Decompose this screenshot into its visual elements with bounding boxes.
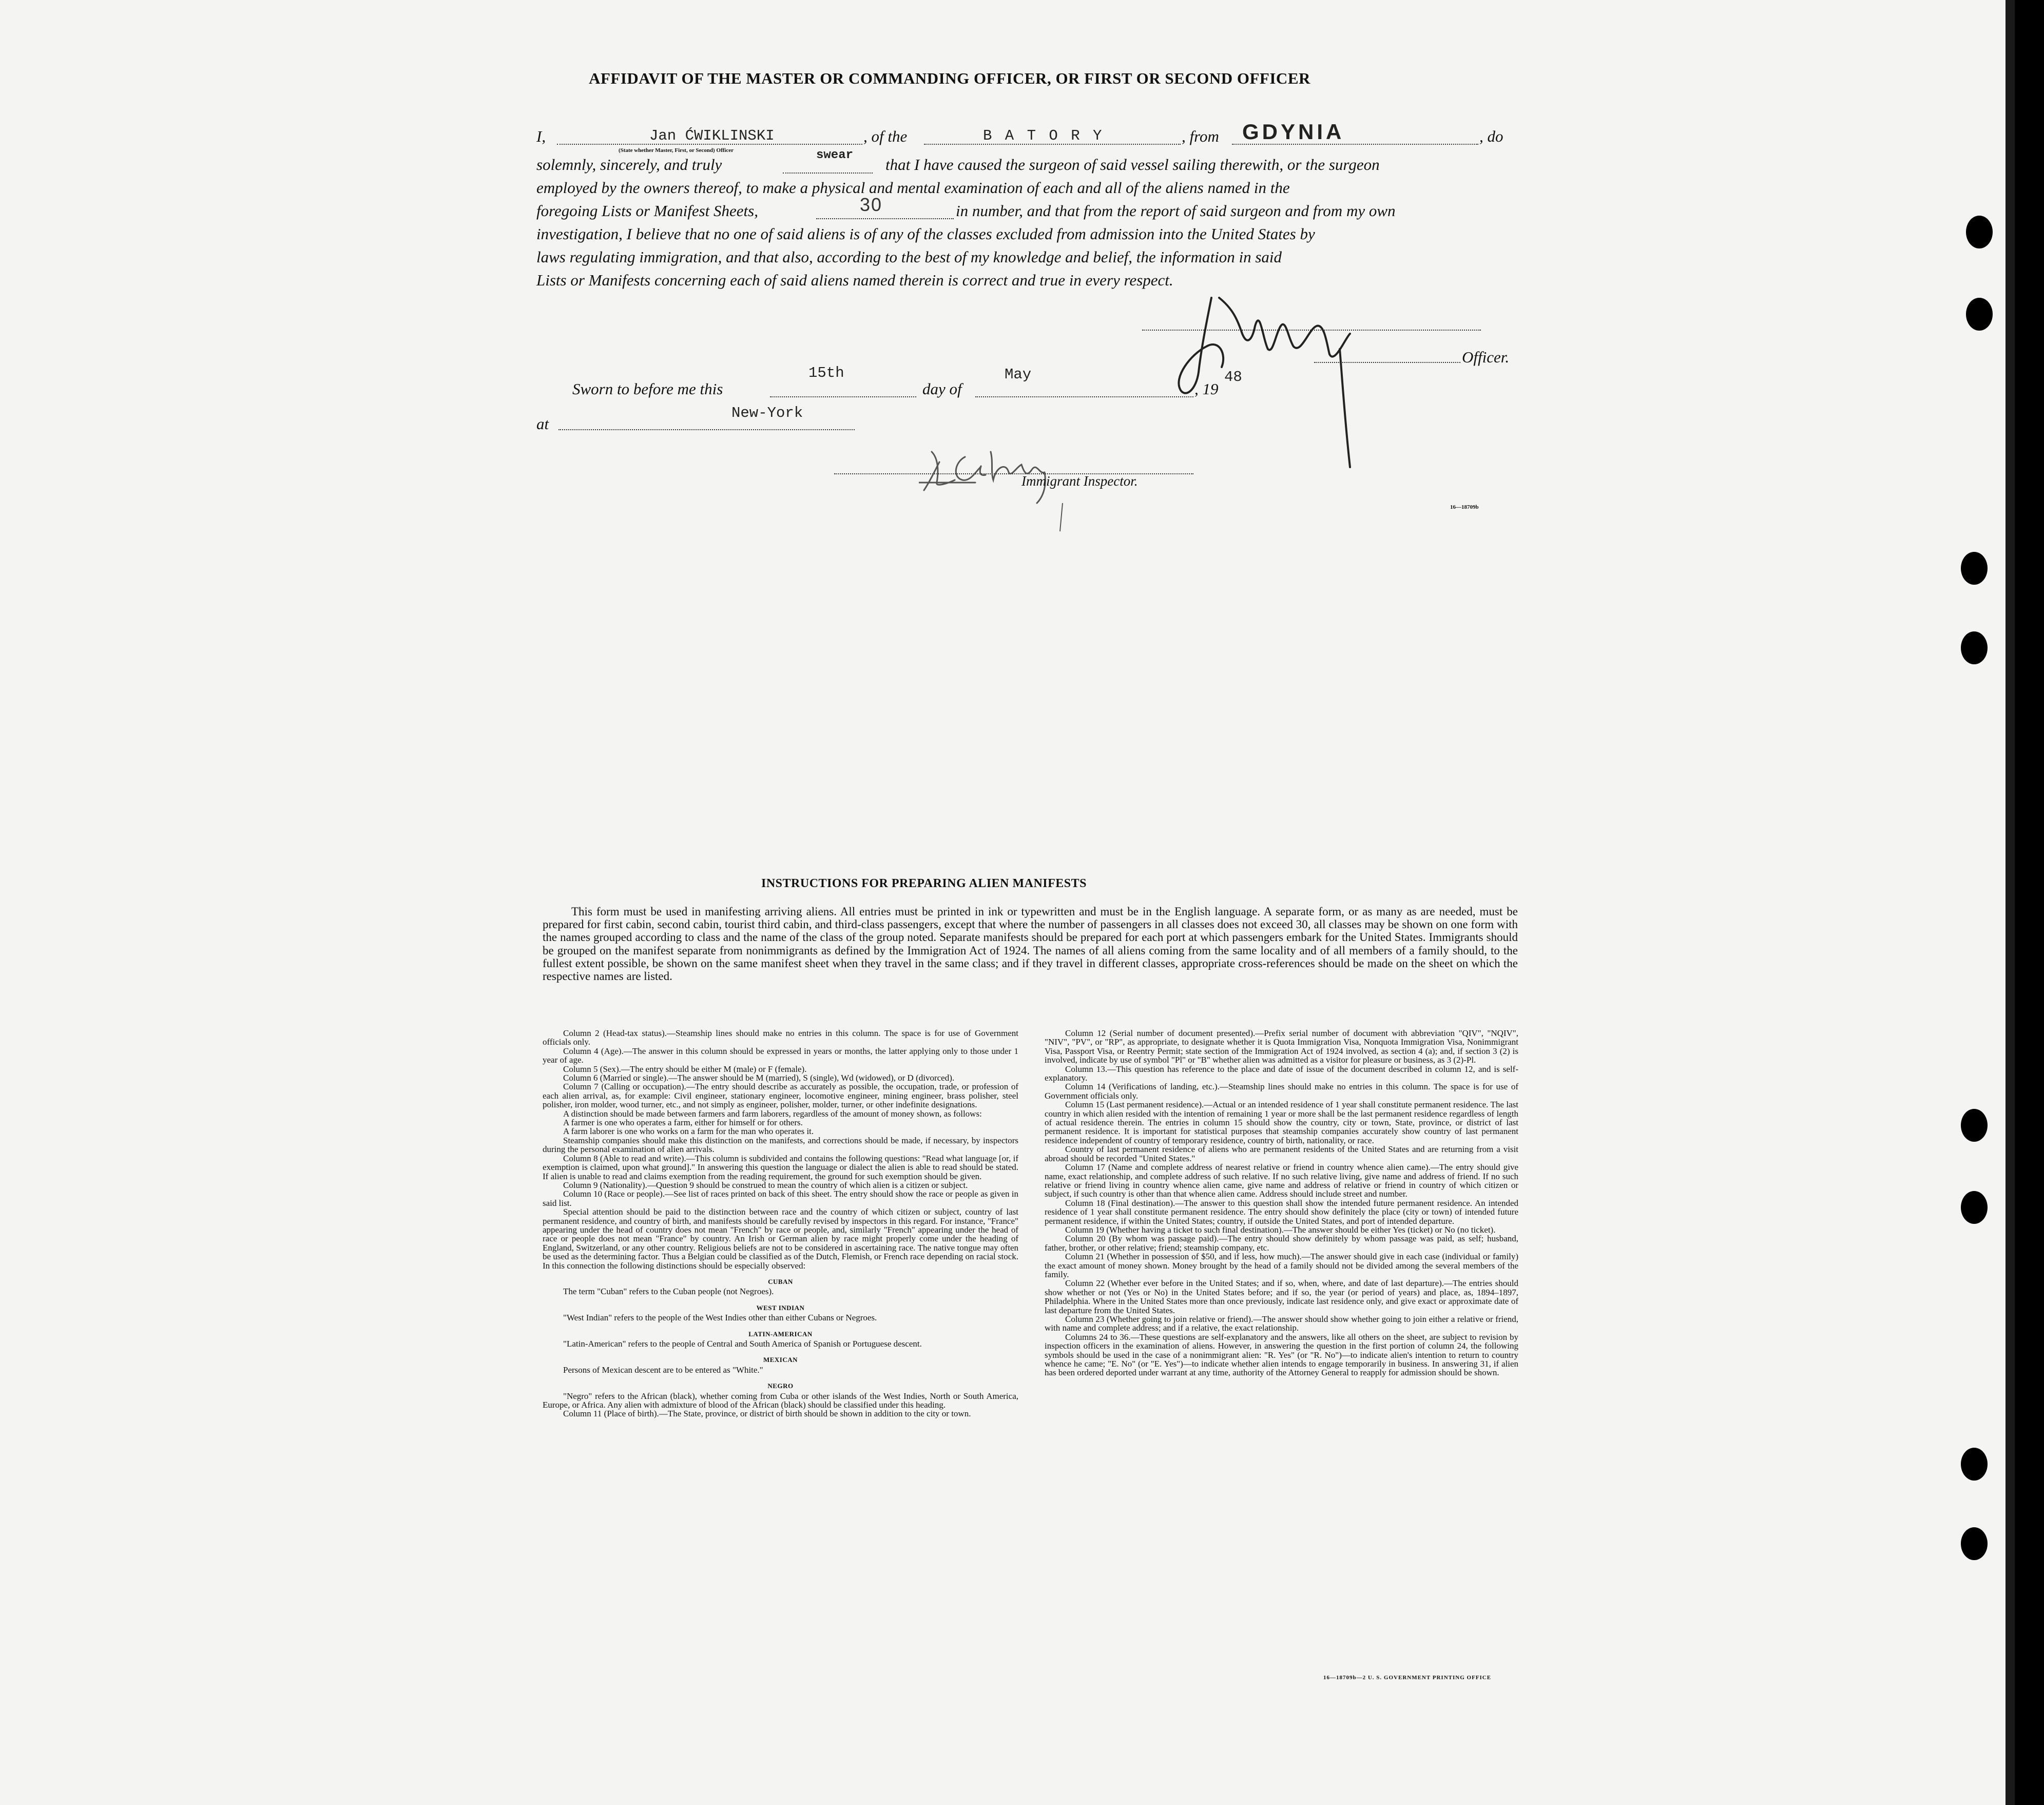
- note-negro: "Negro" refers to the African (black), whether coming from Cuba or other islands of the West Indies, North or South America, Europe, or Africa. Any alien with admixture of blood of the African (black) should be classified under this heading.: [543, 1391, 1018, 1410]
- day-line: [770, 396, 916, 397]
- swear-word: swear: [816, 148, 854, 162]
- note-mexican: Persons of Mexican descent are to be entered as "White.": [563, 1365, 763, 1375]
- at-label: at: [536, 415, 549, 433]
- officer-label: Officer.: [1462, 348, 1510, 366]
- column-note: Column 4 (Age).—The answer in this column should be expressed in years or months, the latter applying only to those under 1 year of age.: [543, 1046, 1018, 1065]
- column-note: Column 13.—This question has reference to the place and date of issue of the document described in column 12, and is self-explanatory.: [1045, 1064, 1518, 1083]
- column-note: Column 11 (Place of birth).—The State, province, or district of birth should be shown in addition to the city or town.: [563, 1409, 971, 1419]
- heading-cuban: CUBAN: [768, 1277, 793, 1285]
- aff-lists: Lists or Manifests concerning each of said aliens named therein is correct and true in every respect.: [536, 271, 1173, 289]
- note-west-indian: "West Indian" refers to the people of the West Indies other than either Cubans or Negroes.: [563, 1313, 877, 1323]
- column-note: A farm laborer is one who works on a farm for the man who operates it.: [563, 1126, 814, 1137]
- column-note: Column 18 (Final destination).—The answer to this question shall show the intended future permanent residence. An intended residence of 1 year shall constitute permanent residence. The entry should show definitely the place (city or town) of intended future permanent residence, if within the United States; country, if outside the United States, and port of intended departure.: [1045, 1198, 1518, 1226]
- aff-from: , from: [1182, 127, 1219, 145]
- sworn-month: May: [1005, 366, 1032, 383]
- affidavit-title: AFFIDAVIT OF THE MASTER OR COMMANDING OFFICER, OR FIRST OR SECOND OFFICER: [589, 69, 1310, 87]
- column-note: A farmer is one who operates a farm, either for himself or for others.: [563, 1118, 803, 1128]
- sheet-count: 30: [860, 194, 883, 215]
- port-name: GDYNIA: [1242, 120, 1345, 144]
- column-note: A distinction should be made between farmers and farm laborers, regardless of the amount of money shown, as follows:: [563, 1108, 982, 1119]
- printing-office-footer: 16—18709b—2 U. S. GOVERNMENT PRINTING OFFICE: [1323, 1675, 1492, 1681]
- aff-laws: laws regulating immigration, and that also, according to the best of my knowledge and belief, the information in said: [536, 248, 1282, 266]
- aff-foregoing: foregoing Lists or Manifest Sheets,: [536, 202, 758, 220]
- column-note: Column 22 (Whether ever before in the United States; and if so, when, where, and date of last departure).—The entries should show whether or not (Yes or No) in the United States before; and if so, the year (or period of years) and place, as, 1894–1897, Philadelphia. Where in the United States more than once previously, indicate last residence only, and give exact or approximate date of last departure from the United States.: [1045, 1278, 1518, 1315]
- aff-do: , do: [1479, 127, 1503, 145]
- heading-negro: NEGRO: [767, 1382, 794, 1390]
- officer-name: Jan ĆWIKLINSKI: [649, 127, 775, 144]
- column-note: Column 14 (Verifications of landing, etc.).—Steamship lines should make no entries in this column. The space is for use of Government officials only.: [1045, 1082, 1518, 1101]
- punch-hole: [1961, 1109, 1988, 1142]
- column-note: Column 17 (Name and complete address of nearest relative or friend in country whence alien came).—The entry should give name, exact relationship, and complete address of such relative. If no such relative living, give name and address of friend. If no such relative or friend living in country whence alien came, give name and address of relative or friend in country of which citizen or subject, if such country is other than that whence alien came. Address should include street and number.: [1045, 1162, 1518, 1199]
- column-note: Column 8 (Able to read and write).—This column is subdivided and contains the following questions: "Read what language [or, if exemption is claimed, upon what ground]." In answering this question the language or dialect the alien is able to read should be stated. If alien is unable to read and claims exemption from the reading requirement, the ground for such exemption should be given.: [543, 1153, 1018, 1181]
- heading-latin-american: LATIN-AMERICAN: [748, 1330, 813, 1338]
- punch-hole: [1966, 298, 1993, 331]
- note-latin-american: "Latin-American" refers to the people of Central and South America of Spanish or Portuguese descent.: [563, 1339, 922, 1349]
- column-note: Column 20 (By whom was passage paid).—The entry should show definitely by whom passage was paid, as self; husband, father, brother, or other relative; friend; steamship company, etc.: [1045, 1234, 1518, 1253]
- aff-of-the: , of the: [863, 127, 908, 145]
- column-note: Column 5 (Sex).—The entry should be either M (male) or F (female).: [563, 1064, 807, 1074]
- column-note: Column 10 (Race or people).—See list of races printed on back of this sheet. The entry should show the race or people as given in said list.: [543, 1189, 1018, 1208]
- punch-hole: [1961, 1191, 1988, 1224]
- form-number: 16—18709b: [1450, 504, 1479, 510]
- column-note: Column 2 (Head-tax status).—Steamship lines should make no entries in this column. The space is for use of Government officials only.: [543, 1028, 1018, 1047]
- oath-line: [783, 172, 873, 174]
- aff-in-number: in number, and that from the report of said surgeon and from my own: [956, 202, 1396, 220]
- aff-employed: employed by the owners thereof, to make a physical and mental examination of each and all of the aliens named in the: [536, 179, 1290, 197]
- heading-mexican: MEXICAN: [763, 1356, 798, 1364]
- column-note: Column 7 (Calling or occupation).—The entry should describe as accurately as possible, the occupation, trade, or profession of each alien arrival, as, for example: Civil engineer, stationary engineer, locomotive engineer, mining engineer, brass polisher, steel polisher, iron molder, wood turner, etc., and not simply as engineer, polisher, molder, turner, or other indefinite designations.: [543, 1082, 1018, 1110]
- punch-hole: [1961, 552, 1988, 585]
- month-line: [975, 396, 1193, 397]
- aff-caused: that I have caused the surgeon of said vessel sailing therewith, or the surgeon: [885, 156, 1380, 174]
- vessel-name: B A T O R Y: [983, 127, 1104, 144]
- column-note: Country of last permanent residence of aliens who are permanent residents of the United States and are returning from a visit abroad should be recorded "United States.": [1045, 1144, 1518, 1163]
- column-note: Steamship companies should make this distinction on the manifests, and corrections should be made, if necessary, by inspectors during the personal examination of alien arrivals.: [543, 1135, 1018, 1155]
- inspector-label: Immigrant Inspector.: [1021, 473, 1138, 489]
- note-cuban: The term "Cuban" refers to the Cuban people (not Negroes).: [563, 1286, 774, 1297]
- day-of-text: day of: [922, 380, 962, 398]
- column-note: Special attention should be paid to the distinction between race and the country of which citizen or subject, country of last permanent residence, and country of birth, and manifests should be carefully revised by inspectors in this regard. For instance, "France" appearing under the head of country does not mean "French" by race or people, and, similarly "French" appearing under the head of race or people does not mean "France" by country. An Irish or German alien by race might properly come under the heading of England, Switzerland, or any other country. Religious beliefs are not to be considered in ascertaining race. The native tongue may often be used as the determining factor. Thus a Belgian could be classified as of the Dutch, Flemish, or French race depending on racial stock. In this connection the following distinctions should be especially observed:: [543, 1207, 1018, 1271]
- punch-hole: [1961, 631, 1988, 664]
- column-note: Column 12 (Serial number of document presented).—Prefix serial number of document with abbreviation "QIV", "NQIV", "NIV", "PV", or "RP", as appropriate, to designate whether it is Quota Immigration Visa, Nonquota Immigration Visa, Nonimmigrant Visa, Passport Visa, or Reentry Permit; state section of the Immigration Act of 1924 involved, as section 4 (a); and, if section 3 (2) is involved, indicate by use of symbol "Pl" or "B" whether alien was admitted as a visitor for pleasure or business, as 3 (2)-Pl.: [1045, 1028, 1518, 1065]
- column-note: Column 15 (Last permanent residence).—Actual or an intended residence of 1 year shall constitute permanent residence. The last country in which alien resided with the intention of remaining 1 year or more shall be the last permanent residence regardless of length of actual residence therein. The entries in column 15 should show the country, city or town, State, province, or district of last permanent residence. It is important for statistical purposes that steamship companies accurately show country of last permanent residence independent of country of temporary residence, country of birth, nationality, or race.: [1045, 1100, 1518, 1145]
- column-note: Columns 24 to 36.—These questions are self-explanatory and the answers, like all others on the sheet, are subject to revision by inspection officers in the examination of aliens. However, in answering the question in the first portion of column 24, the following symbols should be used in the case of a nonimmigrant alien: "R. Yes" (or "R. No")—to indicate alien's intention to return to country whence he came; "E. No" (or "E. Yes")—to indicate whether alien intends to engage temporarily in business. In answering 31, if alien has been ordered deported under warrant at any time, authority of the Attorney General to reapply for admission should be shown.: [1045, 1332, 1518, 1378]
- instructions-left-column: [543, 1029, 1018, 1418]
- column-note: Column 6 (Married or single).—The answer should be M (married), S (single), Wd (widowed), or D (divorced).: [563, 1073, 955, 1083]
- aff-i: I,: [536, 127, 546, 145]
- year-prefix: , 19: [1194, 380, 1219, 398]
- officer-note: (State whether Master, First, or Second) Officer: [619, 147, 734, 153]
- aff-solemnly: solemnly, sincerely, and truly: [536, 156, 722, 174]
- officer-signature: [1170, 277, 1417, 477]
- heading-west-indian: WEST INDIAN: [756, 1303, 805, 1312]
- instructions-title: INSTRUCTIONS FOR PREPARING ALIEN MANIFESTS: [761, 877, 1087, 890]
- punch-hole: [1961, 1527, 1988, 1560]
- sworn-place: New-York: [731, 405, 803, 421]
- sworn-day: 15th: [808, 364, 844, 381]
- instructions-intro: This form must be used in manifesting arriving aliens. All entries must be printed in ink or typewritten and must be in the English language. A separate form, or as many as are needed, must be prepared for first cabin, second cabin, tourist third cabin, and third-class passengers, except that where the number of passengers in all classes does not exceed 30, all classes may be shown on one form with the names grouped according to class and the name of the class of the group noted. Separate manifests should be prepared for each port at which passengers embark for the United States. Immigrants should be grouped on the manifest separate from nonimmigrants as defined by the Immigration Act of 1924. The names of all aliens coming from the same locality and of all members of a family should, to the fullest extent possible, be shown on the same manifest sheet when they travel in the same class; and if they travel in different classes, appropriate cross-references should be made on the sheet on which the respective names are listed.: [543, 905, 1518, 983]
- punch-hole: [1966, 216, 1993, 248]
- column-note: Column 23 (Whether going to join relative or friend).—The answer should show whether going to join either a relative or friend, with name and complete address; and if a relative, the exact relationship.: [1045, 1314, 1518, 1333]
- sworn-year: 48: [1224, 369, 1242, 386]
- sheets-line: [816, 218, 954, 219]
- instructions-right-column: [1045, 1029, 1518, 1377]
- place-line: [558, 429, 855, 430]
- sworn-text: Sworn to before me this: [572, 380, 723, 398]
- column-note: Column 19 (Whether having a ticket to such final destination).—The answer should be either Yes (ticket) or No (no ticket).: [1065, 1224, 1496, 1235]
- aff-investigation: investigation, I believe that no one of said aliens is of any of the classes excluded from admission into the United States by: [536, 225, 1315, 243]
- column-note: Column 9 (Nationality).—Question 9 should be construed to mean the country of which alien is a citizen or subject.: [563, 1180, 968, 1190]
- punch-hole: [1961, 1448, 1988, 1481]
- column-note: Column 21 (Whether in possession of $50, and if less, how much).—The answer should give in each case (individual or family) the exact amount of money shown. Money brought by the head of a family should not be divided among the several members of the family.: [1045, 1252, 1518, 1279]
